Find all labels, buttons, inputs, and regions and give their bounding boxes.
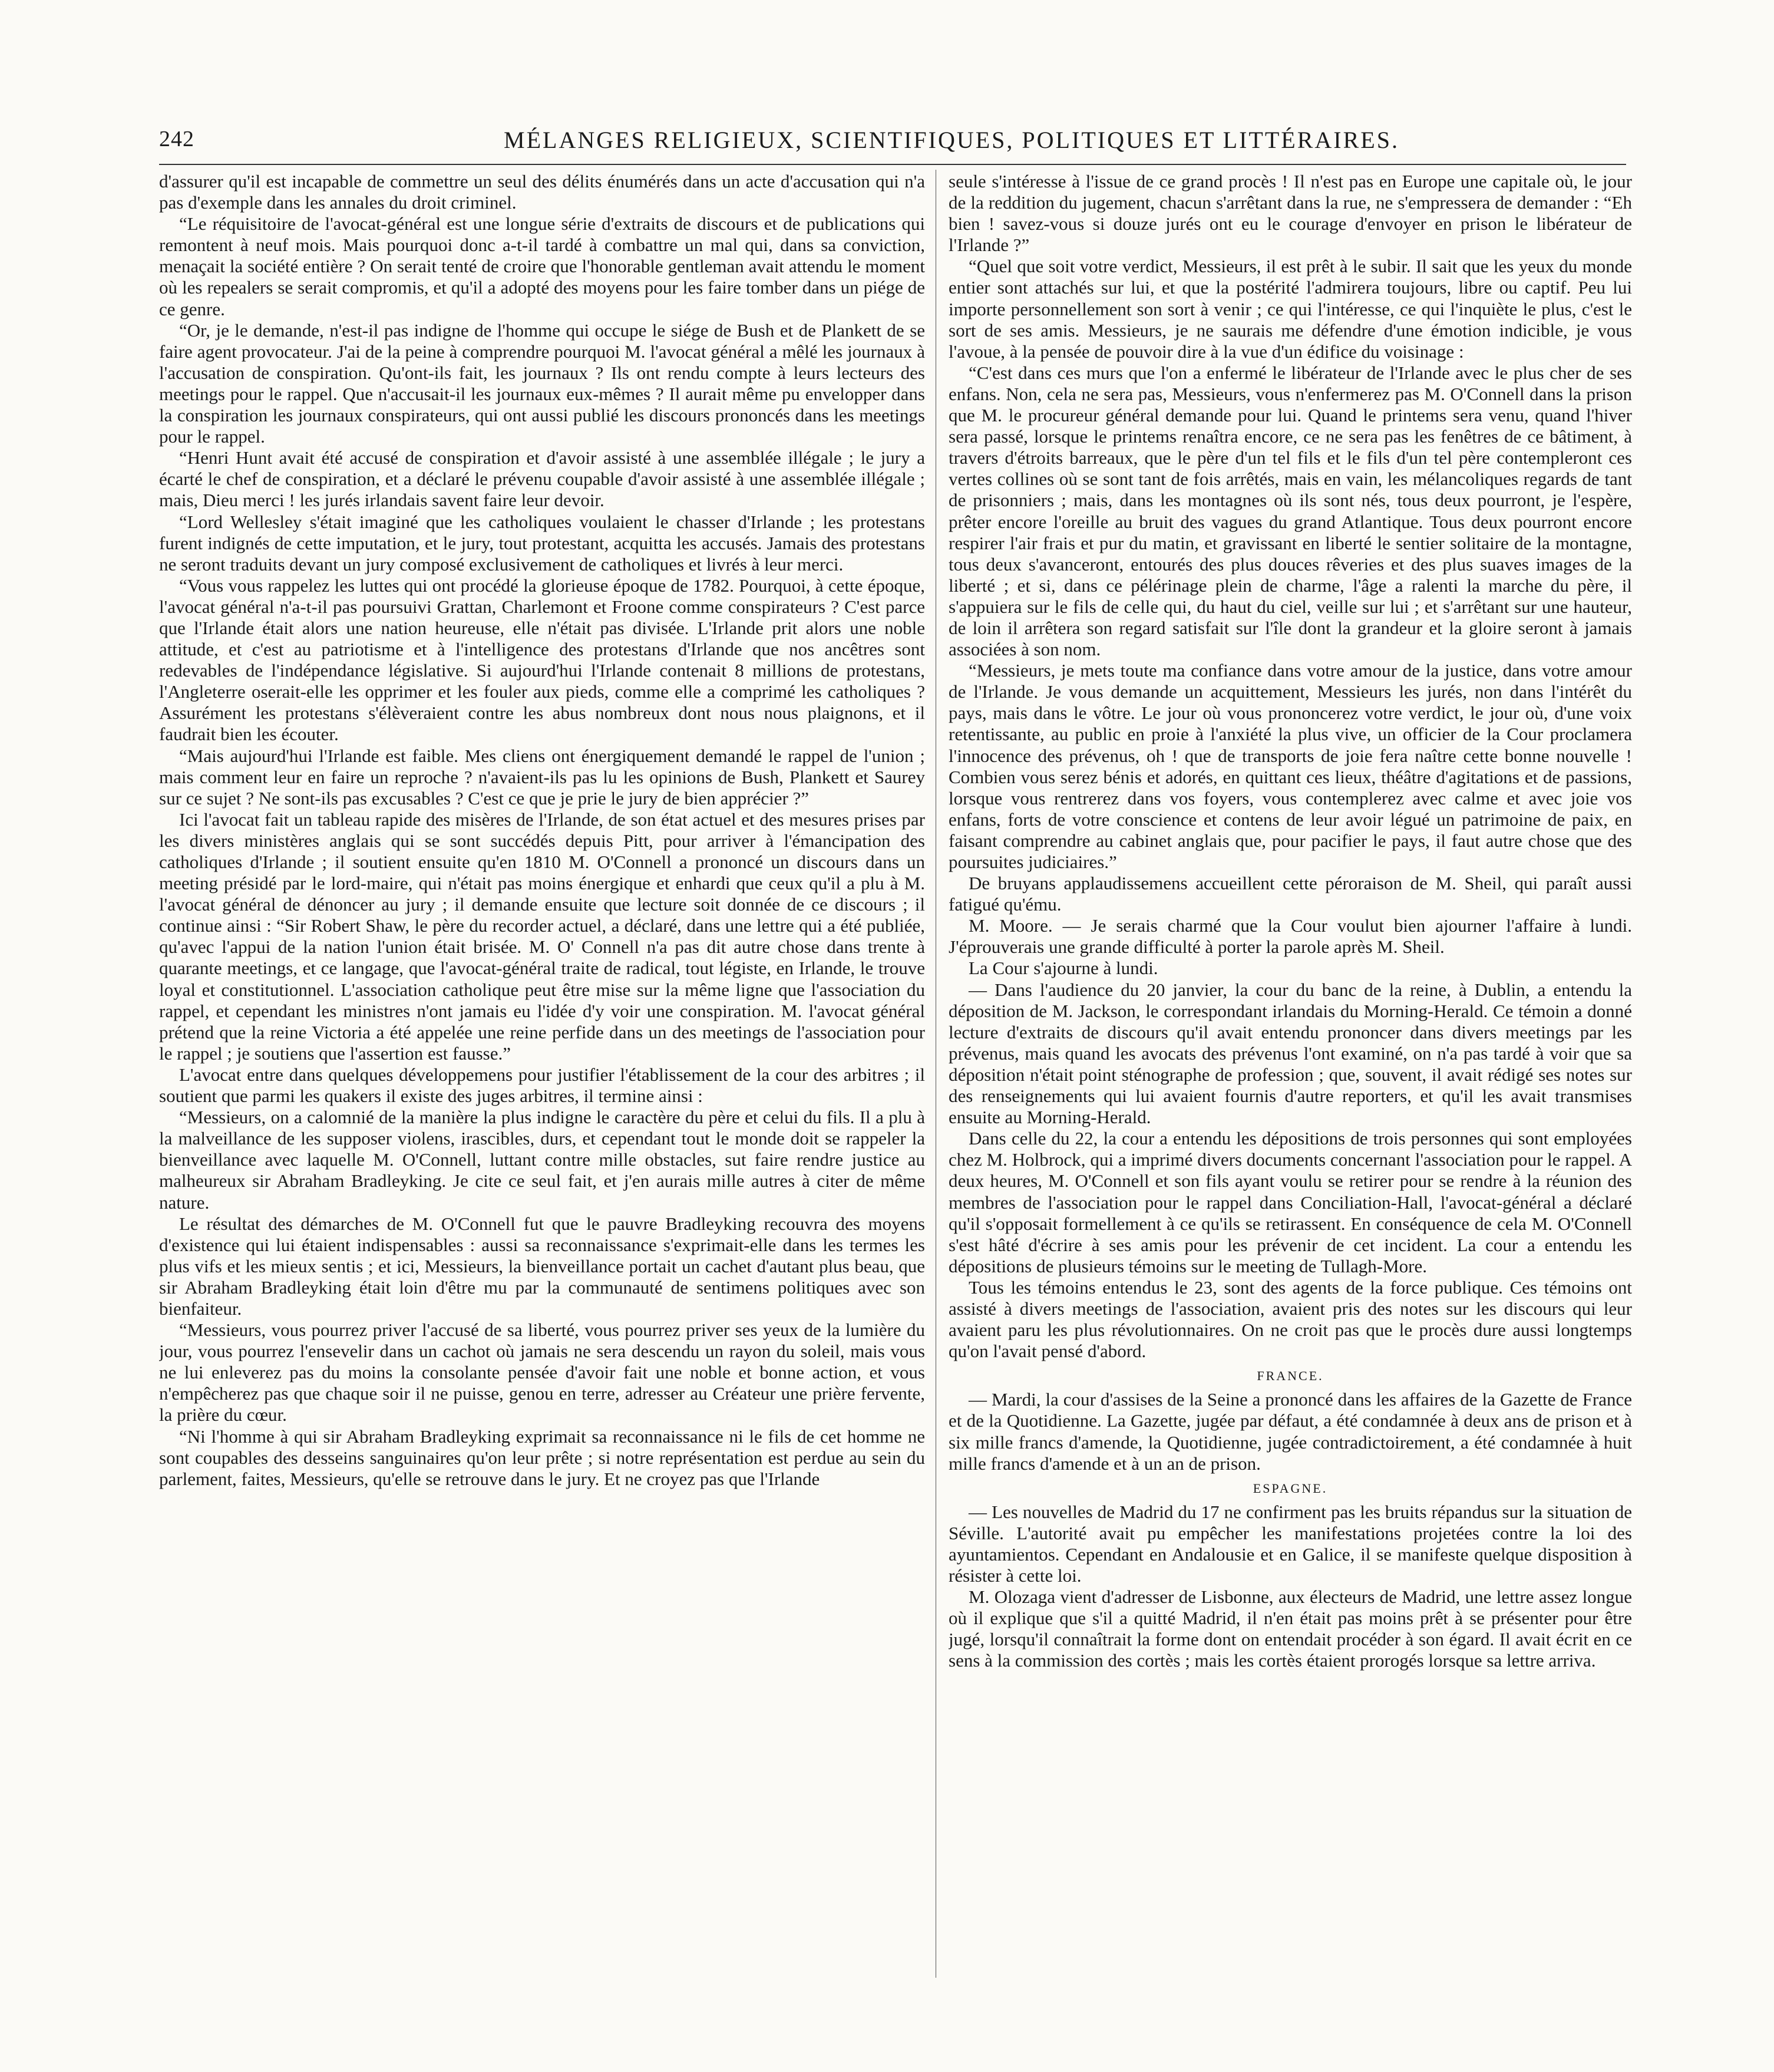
paragraph: “Quel que soit votre verdict, Messieurs, il est prêt à le subir. Il sait que les yeux du monde entier sont attachés sur lui, et que la postérité l'admirera toujours, libre ou captif. Peu lui importe personnellement son sort à venir ; ce qui l'intéresse, ce qui l'inquiète le plus, c'est le sort de ses amis. Messieurs, je ne saurais me défendre d'une émotion indicible, je vous l'avoue, à la pensée de pouvoir dire à la vue d'un édifice du voisinage : <box>949 256 1632 362</box>
paragraph: — Mardi, la cour d'assises de la Seine a prononcé dans les affaires de la Gazette de France et de la Quotidienne. La Gazette, jugée par défaut, a été condamnée à deux ans de prison et à six mille francs d'amende, la Quotidienne, jugée contradictoirement, a été condamnée à huit mille francs d'amende et à un an de prison. <box>949 1389 1632 1474</box>
paragraph: Tous les témoins entendus le 23, sont des agents de la force publique. Ces témoins ont assisté à divers meetings de l'association, avaient pris des notes sur les discours qui leur avaient paru les plus révolutionnaires. On ne croit pas que le procès dure aussi longtemps qu'on l'avait pensé d'abord. <box>949 1276 1632 1362</box>
paragraph: M. Moore. — Je serais charmé que la Cour voulut bien ajourner l'affaire à lundi. J'éprouverais une grande difficulté à porter la parole après M. Sheil. <box>949 915 1632 958</box>
paragraph: “Messieurs, on a calomnié de la manière la plus indigne le caractère du père et celui du fils. Il a plu à la malveillance de les supposer violens, irascibles, durs, et cependant tout le monde doit se rappeler la bienveillance avec laquelle M. O'Connell, luttant contre mille obstacles, sut faire rendre justice au malheureux sir Abraham Bradleyking. Je cite ce seul fait, et j'en aurais mille autres à citer de même nature. <box>159 1107 925 1213</box>
right-column <box>949 171 1632 1995</box>
paragraph: “Le réquisitoire de l'avocat-général est une longue série d'extraits de discours et de publications qui remontent à neuf mois. Mais pourquoi donc a-t-il tardé à combattre un mal qui, dans sa conviction, menaçait la société entière ? On serait tenté de croire que l'honorable gentleman avait attendu le moment où les repealers se serait compromis, et qu'il a adopté des moyens pour les faire tomber dans un piége de ce genre. <box>159 213 925 319</box>
page-number: 242 <box>159 127 194 151</box>
paragraph: “Henri Hunt avait été accusé de conspiration et d'avoir assisté à une assemblée illégale ; le jury a écarté le chef de conspiration, et a déclaré le prévenu coupable d'avoir assisté à une assemblée illégale ; mais, Dieu merci ! les jurés irlandais savent faire leur devoir. <box>159 447 925 511</box>
paragraph: “C'est dans ces murs que l'on a enfermé le libérateur de l'Irlande avec le plus cher de ses enfans. Non, cela ne sera pas, Messieurs, vous n'enfermerez pas M. O'Connell dans la prison que M. le procureur général demande pour lui. Quand le printems sera venu, quand l'hiver sera passé, lorsque le printems renaîtra encore, ce ne sera pas les fenêtres de ce bâtiment, à travers d'étroits barreaux, que le père d'un tel fils et le fils d'un tel père contempleront ces vertes collines où se sont tant de fois arrêtés, mais en vain, les mélancoliques regards de tant de prisonniers ; mais, dans les montagnes où ils sont nés, tous deux pourront, je l'espère, prêter encore l'oreille au bruit des vagues du grand Atlantique. Tous deux pourront encore respirer l'air frais et pur du matin, et gravissant en liberté le sentier solitaire de la montagne, tous deux s'avanceront, entourés des plus douces rêveries et des plus suaves images de la liberté ; et si, dans ce pélérinage plein de charme, l'âge a ralenti la marche du père, il s'appuiera sur le fils de celle qui, du haut du ciel, veille sur lui ; et s'arrêtant sur une hauteur, de loin il arrêtera son regard satisfait sur l'île dont la grandeur et la gloire seront à jamais associées à son nom. <box>949 362 1632 660</box>
paragraph: La Cour s'ajourne à lundi. <box>969 958 1158 979</box>
paragraph: Le résultat des démarches de M. O'Connell fut que le pauvre Bradleyking recouvra des moyens d'existence qui lui étaient indispensables : aussi sa reconnaissance s'exprimait-elle dans les termes les plus vifs et les mieux sentis ; et ici, Messieurs, la bienveillance portait un cachet d'autant plus beau, que sir Abraham Bradleyking était loin d'être mu par la communauté de sentimens politiques avec son bienfaiteur. <box>159 1213 925 1319</box>
paragraph: “Ni l'homme à qui sir Abraham Bradleyking exprimait sa reconnaissance ni le fils de cet homme ne sont coupables des desseins sanguinaires qu'on leur prête ; si notre représentation est perdue au sein du parlement, faites, Messieurs, qu'elle se retrouve dans le jury. Et ne croyez pas que l'Irlande <box>159 1426 925 1489</box>
paragraph: M. Olozaga vient d'adresser de Lisbonne, aux électeurs de Madrid, une lettre assez longue où il explique que s'il a quitté Madrid, il n'en était pas moins prêt à se présenter pour être jugé, lorsqu'il connaîtrait la forme dont on entendait procéder à son égard. Il avait écrit en ce sens à la commission des cortès ; mais les cortès étaient prorogés lorsque sa lettre arriva. <box>949 1586 1632 1671</box>
paragraph: “Messieurs, vous pourrez priver l'accusé de sa liberté, vous pourrez priver ses yeux de la lumière du jour, vous pourrez l'ensevelir dans un cachot où jamais ne sera descendu un rayon du soleil, mais vous ne lui enleverez pas du moins la consolante pensée d'avoir fait une noble et bonne action, et vous n'empêcherez pas que chaque soir il ne puisse, genou en terre, adresser au Créateur une prière fervente, la prière du cœur. <box>159 1319 925 1426</box>
left-column <box>159 171 925 1995</box>
section-heading-france: FRANCE. <box>1257 1368 1324 1384</box>
paragraph: seule s'intéresse à l'issue de ce grand procès ! Il n'est pas en Europe une capitale où, le jour de la reddition du jugement, chacun s'arrêtant dans la rue, ne s'empressera de demander : “Eh bien ! savez-vous si douze jurés ont eu le courage d'envoyer en prison le libérateur de l'Irlande ?” <box>949 171 1632 256</box>
paragraph: “Or, je le demande, n'est-il pas indigne de l'homme qui occupe le siége de Bush et de Plankett de se faire agent provocateur. J'ai de la peine à comprendre pourquoi M. l'avocat général a mêlé les journaux à l'accusation de conspiration. Qu'ont-ils fait, les journaux ? Ils ont rendu compte à leurs lecteurs des meetings pour le rappel. Que n'accusait-il les journaux eux-mêmes ? Il aurait même pu envelopper dans la conspiration les journaux conspirateurs, qui ont aussi publié les discours prononcés dans les meetings pour le rappel. <box>159 319 925 447</box>
paragraph: “Messieurs, je mets toute ma confiance dans votre amour de la justice, dans votre amour de l'Irlande. Je vous demande un acquittement, Messieurs les jurés, non dans l'intérêt du pays, mais dans le vôtre. Le jour où vous prononcerez votre verdict, le jour où, d'une voix retentissante, au public en proie à l'anxiété la plus vive, un officier de la Cour proclamera l'innocence des prévenus, oh ! que de transports de joie fera naître cette bonne nouvelle ! Combien vous serez bénis et adorés, en quittant ces lieux, théâtre d'agitations et de passions, lorsque vous rentrerez dans vos foyers, vous contemplerez avec calme et avec joie vos enfans, forts de votre conscience et contens de leur avoir légué un patrimoine de paix, en faisant comprendre au cabinet anglais que, pour pacifier le pays, il faut autre chose que des poursuites judiciaires.” <box>949 660 1632 872</box>
paragraph: — Les nouvelles de Madrid du 17 ne confirment pas les bruits répandus sur la situation de Séville. L'autorité avait pu empêcher les manifestations projetées contre la loi des ayuntamientos. Cependant en Andalousie et en Galice, il se manifeste quelque disposition à résister à cette loi. <box>949 1501 1632 1586</box>
paragraph: “Vous vous rappelez les luttes qui ont procédé la glorieuse époque de 1782. Pourquoi, à cette époque, l'avocat général n'a-t-il pas poursuivi Grattan, Charlemont et Froone comme conspirateurs ? C'est parce que l'Irlande était alors une nation heureuse, elle n'était pas divisée. L'Irlande prit alors une noble attitude, et c'est au patriotisme et à l'intelligence des protestans d'Irlande que nos ancêtres sont redevables de l'indépendance législative. Si aujourd'hui l'Irlande contenait 8 millions de protestans, l'Angleterre oserait-elle les opprimer et les fouler aux pieds, comme elle a comprimé les catholiques ? Assurément les protestans s'élèveraient contre les abus nombreux dont nous nous plaignons, et il faudrait bien les écouter. <box>159 575 925 745</box>
paragraph: d'assurer qu'il est incapable de commettre un seul des délits énumérés dans un acte d'accusation qui n'a pas d'exemple dans les annales du droit criminel. <box>159 171 925 213</box>
running-head: MÉLANGES RELIGIEUX, SCIENTIFIQUES, POLITIQUES ET LITTÉRAIRES. <box>504 127 1399 153</box>
paragraph: Ici l'avocat fait un tableau rapide des misères de l'Irlande, de son état actuel et des mesures prises par les divers ministères anglais qui se sont succédés depuis Pitt, pour arriver à l'émancipation des catholiques d'Irlande ; il soutient ensuite qu'en 1810 M. O'Connell a prononcé un discours dans un meeting présidé par le lord-maire, qui n'était pas moins énergique et enhardi que ceux qu'il a plu à M. l'avocat général de dénoncer au jury ; il demande ensuite que lecture soit donnée de ce discours ; il continue ainsi : “Sir Robert Shaw, le père du recorder actuel, a déclaré, dans une lettre qui a été publiée, qu'avec l'appui de la nation l'union était brisée. M. O' Connell n'a pas dit autre chose dans trente à quarante meetings, et ce langage, que l'avocat-général traite de radical, tout légiste, en Irlande, le trouve loyal et constitutionnel. L'association catholique peut être mise sur la même ligne que l'association du rappel, et cependant les ministres n'ont jamais eu l'idée d'y voir une conspiration. M. l'avocat général prétend que la reine Victoria a été appelée une reine perfide dans un des meetings de l'association pour le rappel ; je soutiens que l'assertion est fausse.” <box>159 809 925 1064</box>
paragraph: “Lord Wellesley s'était imaginé que les catholiques voulaient le chasser d'Irlande ; les protestans furent indignés de cette imputation, et le jury, tout protestant, acquitta les accusés. Jamais des protestans ne seront traduits devant un jury composé exclusivement de catholiques et livrés à leur merci. <box>159 511 925 575</box>
paragraph: “Mais aujourd'hui l'Irlande est faible. Mes cliens ont énergiquement demandé le rappel de l'union ; mais comment leur en faire un reproche ? n'avaient-ils pas lu les opinions de Bush, Plankett et Saurey sur ce sujet ? Ne sont-ils pas excusables ? C'est ce que je prie le jury de bien apprécier ?” <box>159 745 925 809</box>
paragraph: L'avocat entre dans quelques développemens pour justifier l'établissement de la cour des arbitres ; il soutient que parmi les quakers il existe des juges arbitres, il termine ainsi : <box>159 1064 925 1107</box>
section-heading-espagne: ESPAGNE. <box>1253 1480 1328 1496</box>
paragraph: — Dans l'audience du 20 janvier, la cour du banc de la reine, à Dublin, a entendu la déposition de M. Jackson, le correspondant irlandais du Morning-Herald. Ce témoin a donné lecture d'extraits de discours qu'il avait entendu prononcer dans divers meetings par les prévenus, mais quand les avocats des prévenus l'ont examiné, on n'a pas tardé à voir que sa déposition n'était point sténographe de profession ; que, souvent, il avait rédigé ses notes sur des renseignements qui lui avaient fournis d'autre reporters, et qu'il les avait transmises ensuite au Morning-Herald. <box>949 979 1632 1128</box>
paragraph: Dans celle du 22, la cour a entendu les dépositions de trois personnes qui sont employées chez M. Holbrock, qui a imprimé divers documents concernant l'association pour le rappel. A deux heures, M. O'Connell et son fils ayant voulu se retirer pour se rendre à la réunion des membres de l'association pour le rappel dans Conciliation-Hall, l'avocat-général a déclaré qu'il s'opposait formellement à ce qu'ils se retirassent. En conséquence de cela M. O'Connell s'est hâté d'écrire à ses amis pour les prévenir de cet incident. La cour a entendu les dépositions de plusieurs témoins sur le meeting de Tullagh-More. <box>949 1128 1632 1276</box>
paragraph: De bruyans applaudissemens accueillent cette péroraison de M. Sheil, qui paraît aussi fatigué qu'ému. <box>949 873 1632 915</box>
page-header <box>159 126 1626 161</box>
header-rule <box>159 164 1626 165</box>
